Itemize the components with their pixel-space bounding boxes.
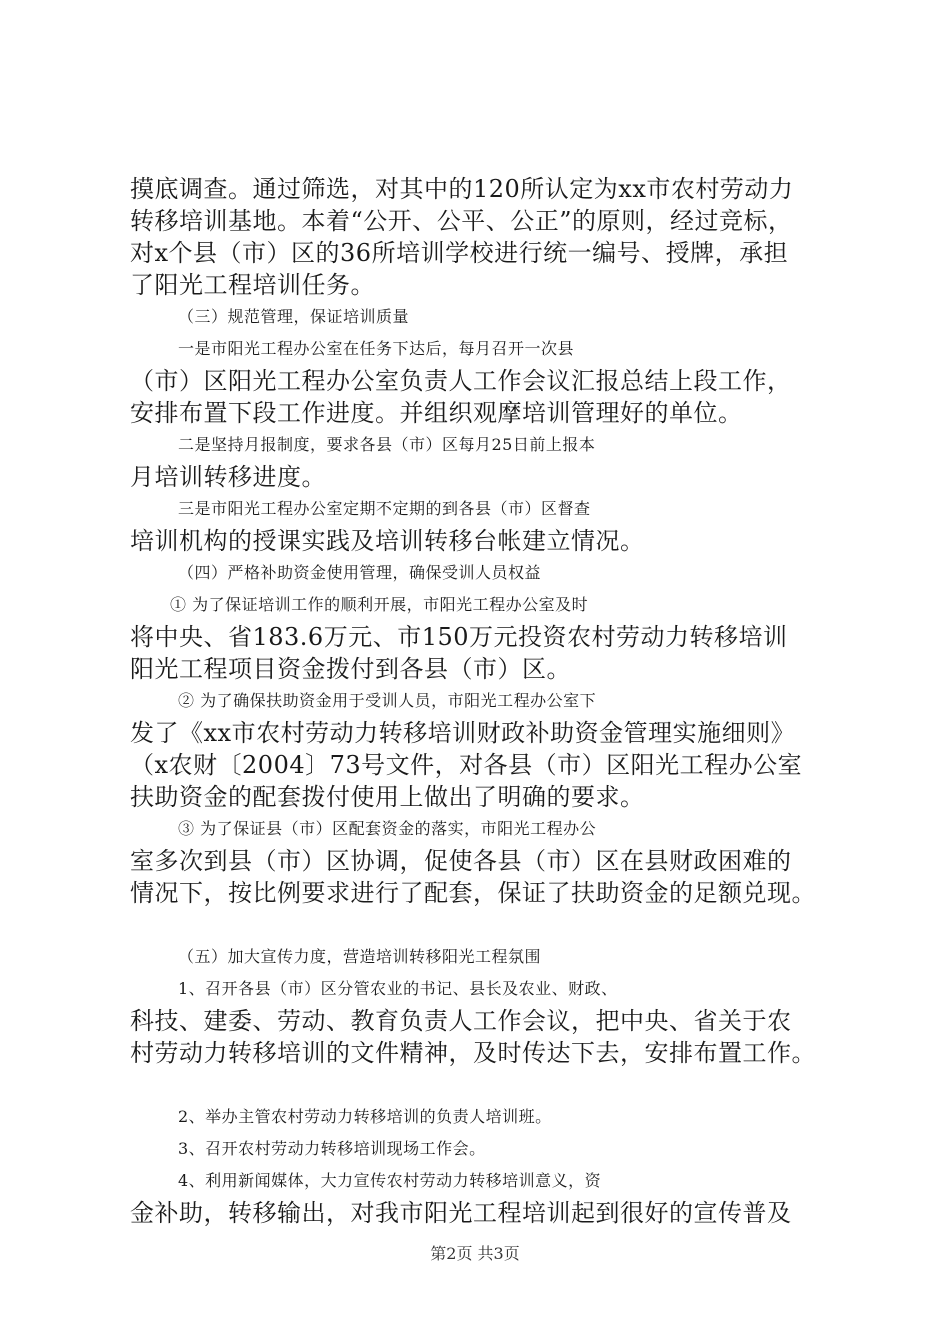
text-line: 安排布置下段工作进度。并组织观摩培训管理好的单位。 [130, 399, 743, 427]
text-line: （市）区阳光工程办公室负责人工作会议汇报总结上段工作， [130, 367, 792, 395]
text-line: 一是市阳光工程办公室在任务下达后，每月召开一次县 [178, 339, 575, 358]
text-line: 科技、建委、劳动、教育负责人工作会议，把中央、省关于农 [130, 1007, 792, 1035]
text-line: 金补助，转移输出，对我市阳光工程培训起到很好的宣传普及 [130, 1199, 792, 1227]
text-line: 培训机构的授课实践及培训转移台帐建立情况。 [130, 527, 645, 555]
text-line: 3、召开农村劳动力转移培训现场工作会。 [178, 1139, 486, 1158]
page-number-footer: 第2页 共3页 [430, 1244, 520, 1263]
section-heading: （五）加大宣传力度，营造培训转移阳光工程氛围 [178, 947, 542, 966]
text-line: 室多次到县（市）区协调，促使各县（市）区在县财政困难的 [130, 847, 792, 875]
text-line: 摸底调查。通过筛选，对其中的120所认定为xx市农村劳动力 [130, 175, 794, 203]
text-line: 二是坚持月报制度，要求各县（市）区每月25日前上报本 [178, 435, 596, 454]
section-heading: （四）严格补助资金使用管理，确保受训人员权益 [178, 563, 542, 582]
text-line: 2、举办主管农村劳动力转移培训的负责人培训班。 [178, 1107, 552, 1126]
section-heading: （三）规范管理，保证培训质量 [178, 307, 410, 326]
text-line: 阳光工程项目资金拨付到各县（市）区。 [130, 655, 571, 683]
text-line: 村劳动力转移培训的文件精神，及时传达下去，安排布置工作。 [130, 1039, 816, 1067]
text-line: ③ 为了保证县（市）区配套资金的落实，市阳光工程办公 [178, 819, 597, 838]
text-line: 转移培训基地。本着“公开、公平、公正”的原则，经过竞标， [130, 207, 793, 235]
text-line: 4、利用新闻媒体，大力宣传农村劳动力转移培训意义，资 [178, 1171, 602, 1190]
text-line: ① 为了保证培训工作的顺利开展，市阳光工程办公室及时 [170, 595, 589, 614]
text-line: 对x个县（市）区的36所培训学校进行统一编号、授牌，承担 [130, 239, 789, 267]
text-line: 将中央、省183.6万元、市150万元投资农村劳动力转移培训 [130, 623, 788, 651]
text-line: 情况下，按比例要求进行了配套，保证了扶助资金的足额兑现。 [130, 879, 816, 907]
text-line: ② 为了确保扶助资金用于受训人员，市阳光工程办公室下 [178, 691, 597, 710]
text-line: 月培训转移进度。 [130, 463, 326, 491]
text-line: 1、召开各县（市）区分管农业的书记、县长及农业、财政、 [178, 979, 618, 998]
text-line: 发了《xx市农村劳动力转移培训财政补助资金管理实施细则》 [130, 719, 796, 747]
text-line: 三是市阳光工程办公室定期不定期的到各县（市）区督查 [178, 499, 591, 518]
text-line: （x农财〔2004〕73号文件，对各县（市）区阳光工程办公室 [130, 751, 803, 779]
text-line: 扶助资金的配套拨付使用上做出了明确的要求。 [130, 783, 645, 811]
text-line: 了阳光工程培训任务。 [130, 271, 375, 299]
